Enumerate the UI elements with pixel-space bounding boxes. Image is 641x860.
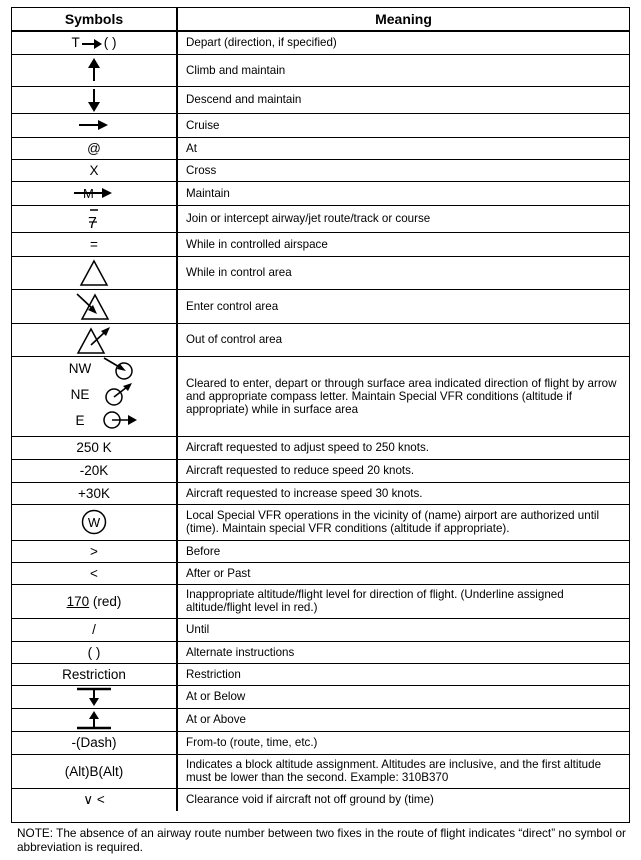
symbols-table	[12, 8, 629, 811]
meaning-cell: Until	[177, 618, 629, 641]
table-row	[12, 205, 629, 232]
table-row	[12, 181, 629, 205]
symbol-cell: ( )	[12, 641, 177, 663]
out-triangle-icon	[75, 325, 113, 355]
depart-symbol: T	[71, 35, 80, 51]
depart-paren: ( )	[103, 35, 117, 51]
symbol-cell	[12, 504, 177, 540]
table-row	[12, 708, 629, 731]
symbol-cell: -(Dash)	[12, 731, 177, 754]
table-row	[12, 113, 629, 137]
meaning-cell: Indicates a block altitude assignment. Altitudes are inclusive, and the first altitude must be lower than the second. Example: 310B370	[177, 754, 629, 788]
table-row	[12, 562, 629, 584]
depart-arrow-icon	[81, 38, 103, 50]
enter-triangle-icon	[75, 291, 113, 321]
ne-circle-arrow-icon	[102, 381, 142, 407]
table-row	[12, 754, 629, 788]
meaning-cell: Alternate instructions	[177, 641, 629, 663]
meaning-cell: While in controlled airspace	[177, 232, 629, 256]
table-row	[12, 159, 629, 181]
symbol-cell	[12, 31, 177, 54]
at-or-above-icon	[77, 710, 111, 730]
table-row	[12, 685, 629, 708]
meaning-cell: Cruise	[177, 113, 629, 137]
meaning-cell: Depart (direction, if specified)	[177, 31, 629, 54]
meaning-cell: Cross	[177, 159, 629, 181]
nw-circle-arrow-icon	[102, 357, 142, 381]
circled-w-icon	[81, 509, 107, 535]
table-row	[12, 641, 629, 663]
table-row	[12, 663, 629, 685]
meaning-cell: Climb and maintain	[177, 54, 629, 86]
join-seven: 7	[88, 214, 97, 230]
e-label: E	[75, 413, 85, 428]
join-intercept-icon	[86, 208, 102, 230]
table-row	[12, 584, 629, 618]
table-row	[12, 436, 629, 459]
symbol-cell	[12, 356, 177, 436]
symbol-cell	[12, 708, 177, 731]
table-row	[12, 54, 629, 86]
symbol-cell	[12, 584, 177, 618]
meaning-cell: Before	[177, 540, 629, 562]
symbol-cell	[12, 54, 177, 86]
symbol-cell: +30K	[12, 482, 177, 504]
symbol-cell: /	[12, 618, 177, 641]
symbol-cell: >	[12, 540, 177, 562]
symbol-cell	[12, 205, 177, 232]
symbol-cell	[12, 113, 177, 137]
symbol-cell: 250 K	[12, 436, 177, 459]
meaning-cell: At or Below	[177, 685, 629, 708]
meaning-cell: At	[177, 137, 629, 159]
symbol-cell: @	[12, 137, 177, 159]
circled-w-letter: W	[87, 515, 101, 530]
table-row	[12, 618, 629, 641]
symbol-cell: Restriction	[12, 663, 177, 685]
meaning-cell: While in control area	[177, 256, 629, 289]
meaning-cell: Local Special VFR operations in the vicinity of (name) airport are authorized until (time). Maintain special VFR conditions (altitude if appropriate).	[177, 504, 629, 540]
table-row	[12, 323, 629, 356]
table-row	[12, 289, 629, 323]
symbols-header: Symbols	[12, 8, 177, 31]
table-row	[12, 459, 629, 482]
table-row	[12, 504, 629, 540]
table-row	[12, 731, 629, 754]
symbol-cell	[12, 685, 177, 708]
table-row	[12, 232, 629, 256]
nw-label: NW	[68, 361, 92, 376]
table-row	[12, 482, 629, 504]
symbol-cell: <	[12, 562, 177, 584]
meaning-cell: Aircraft requested to adjust speed to 250 knots.	[177, 436, 629, 459]
symbols-table-frame	[11, 7, 630, 823]
symbol-cell	[12, 86, 177, 113]
meaning-cell: After or Past	[177, 562, 629, 584]
e-circle-arrow-icon	[102, 409, 142, 431]
maintain-letter: M	[83, 186, 94, 201]
symbol-cell	[12, 256, 177, 289]
right-arrow-icon	[79, 119, 109, 131]
meaning-cell: Out of control area	[177, 323, 629, 356]
meaning-cell: From-to (route, time, etc.)	[177, 731, 629, 754]
symbol-cell	[12, 289, 177, 323]
symbol-cell: ∨ <	[12, 788, 177, 811]
footnote: NOTE: The absence of an airway route number between two fixes in the route of flight indicates “direct” no symbol or abbreviation is required.	[17, 826, 626, 854]
table-header-row	[12, 8, 629, 31]
symbol-cell: =	[12, 232, 177, 256]
table-row	[12, 31, 629, 54]
up-arrow-icon	[87, 58, 101, 82]
maintain-arrow-icon	[74, 185, 114, 201]
symbol-cell	[12, 323, 177, 356]
meaning-cell: Inappropriate altitude/flight level for direction of flight. (Underline assigned altitude/flight level in red.)	[177, 584, 629, 618]
meaning-cell: Join or intercept airway/jet route/track or course	[177, 205, 629, 232]
at-or-below-icon	[77, 687, 111, 707]
symbol-cell: X	[12, 159, 177, 181]
table-row	[12, 788, 629, 811]
meaning-cell: Aircraft requested to increase speed 30 knots.	[177, 482, 629, 504]
meaning-cell: At or Above	[177, 708, 629, 731]
ne-label: NE	[70, 387, 90, 402]
table-row	[12, 356, 629, 436]
down-arrow-icon	[87, 88, 101, 112]
red-note: (red)	[89, 593, 122, 609]
table-row	[12, 256, 629, 289]
symbol-cell	[12, 181, 177, 205]
symbol-cell: -20K	[12, 459, 177, 482]
table-row	[12, 86, 629, 113]
surface-area-symbols	[12, 357, 176, 435]
meaning-cell: Descend and maintain	[177, 86, 629, 113]
underlined-altitude: 170	[66, 593, 90, 609]
meaning-header: Meaning	[177, 8, 629, 31]
meaning-cell: Clearance void if aircraft not off ground by (time)	[186, 793, 434, 807]
table-row	[12, 137, 629, 159]
symbol-cell: (Alt)B(Alt)	[12, 754, 177, 788]
meaning-cell: Restriction	[177, 663, 629, 685]
table-row	[12, 540, 629, 562]
meaning-cell: Cleared to enter, depart or through surface area indicated direction of flight by arrow and appropriate compass letter. Maintain Special VFR conditions (altitude if appropriate) while in surface area	[177, 356, 629, 436]
triangle-icon	[79, 259, 109, 287]
meaning-cell: Enter control area	[177, 289, 629, 323]
meaning-cell: Aircraft requested to reduce speed 20 knots.	[177, 459, 629, 482]
meaning-cell: Maintain	[177, 181, 629, 205]
